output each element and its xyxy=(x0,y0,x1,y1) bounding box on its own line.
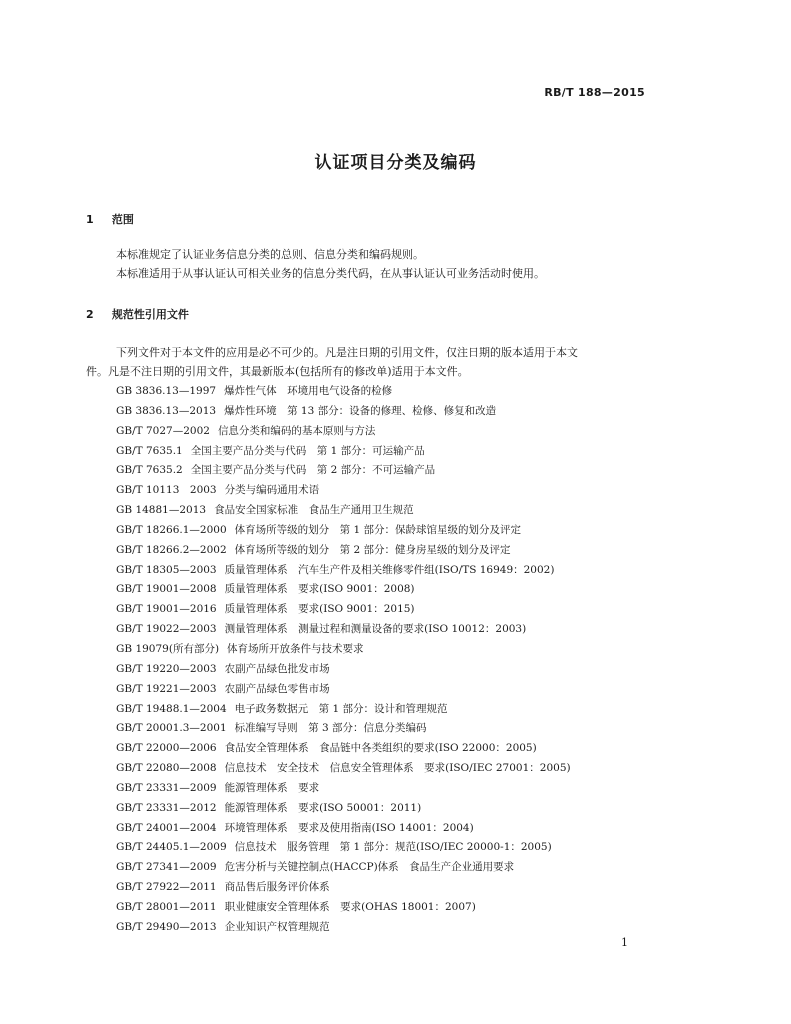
reference-code: GB/T 7027—2002 xyxy=(116,424,210,437)
references-intro-line-2: 件。凡是不注日期的引用文件，其最新版本(包括所有的修改单)适用于本文件。 xyxy=(86,365,469,378)
reference-name: 能源管理体系 要求(ISO 50001：2011) xyxy=(224,801,422,814)
reference-code: GB/T 19220—2003 xyxy=(116,662,217,675)
reference-name: 农副产品绿色批发市场 xyxy=(224,662,330,675)
reference-code: GB/T 22000—2006 xyxy=(116,742,217,755)
references-intro-line-1: 下列文件对于本文件的应用是必不可少的。凡是注日期的引用文件，仅注日期的版本适用于本文 xyxy=(116,346,578,359)
reference-name: 环境管理体系 要求及使用指南(ISO 14001：2004) xyxy=(224,821,474,834)
reference-code: GB 19079(所有部分) xyxy=(116,642,220,655)
reference-code: GB/T 19488.1—2004 xyxy=(116,702,227,715)
reference-item xyxy=(116,660,571,680)
reference-item xyxy=(116,719,571,739)
reference-item xyxy=(116,799,571,819)
section-2-number: 2 xyxy=(86,308,94,321)
reference-item xyxy=(116,838,571,858)
reference-item xyxy=(116,918,571,938)
section-1-heading xyxy=(86,211,134,227)
reference-name: 危害分析与关键控制点(HACCP)体系 食品生产企业通用要求 xyxy=(224,861,515,874)
reference-item xyxy=(116,501,571,521)
reference-name: 商品售后服务评价体系 xyxy=(224,881,330,894)
reference-code: GB/T 19001—2008 xyxy=(116,583,217,596)
document-title: 认证项目分类及编码 xyxy=(314,153,477,173)
reference-item xyxy=(116,580,571,600)
reference-item xyxy=(116,382,571,402)
reference-code: GB/T 18266.1—2000 xyxy=(116,523,227,536)
reference-code: GB 14881—2013 xyxy=(116,504,207,517)
reference-code: GB/T 7635.2 xyxy=(116,464,183,477)
page-number: 1 xyxy=(621,936,628,949)
reference-code: GB/T 24001—2004 xyxy=(116,821,217,834)
reference-name: 爆炸性气体 环境用电气设备的检修 xyxy=(224,385,393,397)
reference-code: GB/T 20001.3—2001 xyxy=(116,722,227,735)
reference-item xyxy=(116,521,571,541)
reference-code: GB/T 19001—2016 xyxy=(116,603,217,616)
reference-code: GB/T 27341—2009 xyxy=(116,861,217,874)
reference-item xyxy=(116,541,571,561)
reference-item xyxy=(116,680,571,700)
reference-item xyxy=(116,442,571,462)
reference-name: 测量管理体系 测量过程和测量设备的要求(ISO 10012：2003) xyxy=(224,623,527,636)
reference-name: 质量管理体系 汽车生产件及相关维修零件组(ISO/TS 16949：2002) xyxy=(224,563,555,576)
section-1-title: 范围 xyxy=(111,213,134,226)
reference-item xyxy=(116,878,571,898)
reference-code: GB/T 23331—2012 xyxy=(116,801,217,814)
reference-code: GB/T 29490—2013 xyxy=(116,920,217,933)
reference-name: 全国主要产品分类与代码 第 1 部分：可运输产品 xyxy=(190,444,425,457)
reference-code: GB/T 24405.1—2009 xyxy=(116,841,227,854)
standard-code-header: RB/T 188—2015 xyxy=(544,86,645,99)
reference-name: 爆炸性环境 第 13 部分：设备的修理、检修、修复和改造 xyxy=(224,404,497,417)
section-2-heading xyxy=(86,306,189,322)
reference-item xyxy=(116,700,571,720)
reference-item xyxy=(116,858,571,878)
reference-name: 质量管理体系 要求(ISO 9001：2015) xyxy=(224,603,415,616)
reference-name: 职业健康安全管理体系 要求(OHAS 18001：2007) xyxy=(224,900,476,913)
reference-code: GB/T 18266.2—2002 xyxy=(116,543,227,556)
reference-item xyxy=(116,779,571,799)
reference-code: GB/T 23331—2009 xyxy=(116,781,217,794)
section-1-number: 1 xyxy=(86,213,94,226)
reference-item xyxy=(116,402,571,422)
reference-name: 农副产品绿色零售市场 xyxy=(224,682,330,695)
scope-paragraph-2: 本标准适用于从事认证认可相关业务的信息分类代码，在从事认证认可业务活动时使用。 xyxy=(116,267,545,280)
reference-code: GB/T 27922—2011 xyxy=(116,881,217,894)
reference-item xyxy=(116,422,571,442)
reference-item xyxy=(116,561,571,581)
reference-name: 电子政务数据元 第 1 部分：设计和管理规范 xyxy=(234,702,448,715)
reference-item xyxy=(116,600,571,620)
reference-name: 能源管理体系 要求 xyxy=(224,781,320,794)
reference-code: GB/T 19221—2003 xyxy=(116,682,217,695)
reference-item xyxy=(116,461,571,481)
reference-name: 体育场所等级的划分 第 1 部分：保龄球馆星级的划分及评定 xyxy=(234,523,521,536)
reference-name: 食品安全国家标准 食品生产通用卫生规范 xyxy=(214,504,414,517)
reference-name: 体育场所等级的划分 第 2 部分：健身房星级的划分及评定 xyxy=(234,543,511,556)
reference-name: 食品安全管理体系 食品链中各类组织的要求(ISO 22000：2005) xyxy=(224,742,537,755)
reference-name: 企业知识产权管理规范 xyxy=(224,920,330,933)
reference-name: 信息分类和编码的基本原则与方法 xyxy=(217,424,376,437)
reference-item xyxy=(116,481,571,501)
reference-item xyxy=(116,759,571,779)
section-2-title: 规范性引用文件 xyxy=(111,308,189,321)
reference-code: GB 3836.13—1997 xyxy=(116,385,217,397)
reference-item xyxy=(116,640,571,660)
reference-code: GB/T 19022—2003 xyxy=(116,623,217,636)
reference-code: GB/T 10113 2003 xyxy=(116,484,217,497)
reference-name: 质量管理体系 要求(ISO 9001：2008) xyxy=(224,583,415,596)
normative-references-list xyxy=(116,382,571,938)
reference-name: 标准编写导则 第 3 部分：信息分类编码 xyxy=(234,722,427,735)
reference-code: GB/T 7635.1 xyxy=(116,444,183,457)
reference-item xyxy=(116,620,571,640)
reference-code: GB/T 28001—2011 xyxy=(116,900,217,913)
scope-paragraph-1: 本标准规定了认证业务信息分类的总则、信息分类和编码规则。 xyxy=(116,248,424,261)
reference-name: 信息技术 服务管理 第 1 部分：规范(ISO/IEC 20000-1：2005) xyxy=(234,841,552,854)
reference-name: 全国主要产品分类与代码 第 2 部分：不可运输产品 xyxy=(190,464,436,477)
reference-code: GB/T 18305—2003 xyxy=(116,563,217,576)
reference-item xyxy=(116,739,571,759)
reference-name: 信息技术 安全技术 信息安全管理体系 要求(ISO/IEC 27001：2005) xyxy=(224,762,571,775)
reference-code: GB/T 22080—2008 xyxy=(116,762,217,775)
reference-code: GB 3836.13—2013 xyxy=(116,404,217,417)
reference-item xyxy=(116,819,571,839)
reference-item xyxy=(116,898,571,918)
reference-name: 体育场所开放条件与技术要求 xyxy=(227,642,364,655)
reference-name: 分类与编码通用术语 xyxy=(224,484,320,497)
